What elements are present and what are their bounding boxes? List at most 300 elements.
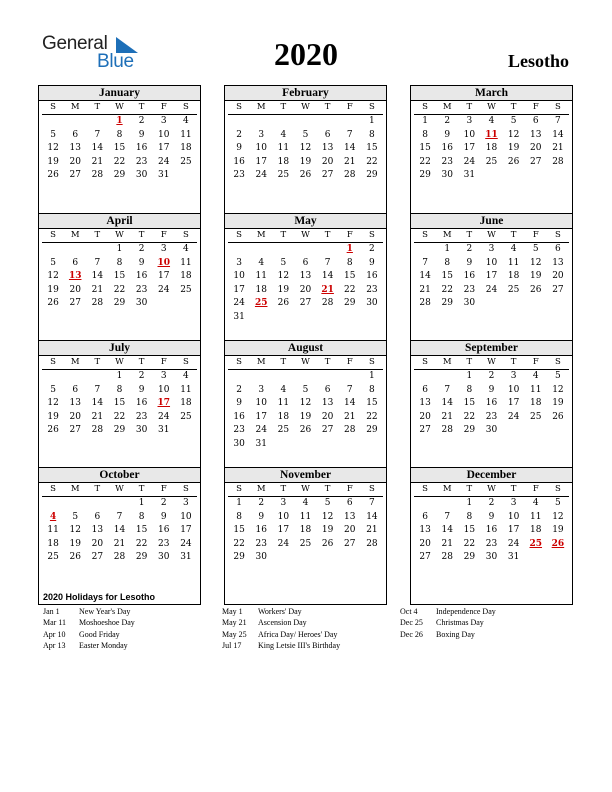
day-number: 29 (441, 298, 453, 308)
day-number: 5 (532, 244, 539, 254)
day-number: 15 (135, 525, 148, 535)
day-number: 7 (346, 384, 353, 395)
day-number: 13 (321, 398, 334, 408)
day-number: 15 (463, 525, 476, 535)
day-number: 3 (280, 498, 287, 508)
day-number: 26 (321, 538, 334, 549)
month-name: June (411, 214, 572, 229)
day-number: 6 (72, 257, 79, 268)
day-number: 7 (369, 498, 375, 508)
weekday-header: W (294, 101, 316, 115)
day-number: 29 (344, 298, 356, 308)
day-number: 8 (138, 511, 145, 522)
empty-day-cell (228, 115, 250, 129)
day-number: 3 (183, 498, 189, 508)
holiday-row (400, 617, 496, 628)
day-number: 16 (233, 411, 245, 422)
day-number: 10 (463, 129, 476, 140)
day-number: 5 (50, 384, 56, 395)
holiday-date: May 21 (222, 618, 247, 628)
month-march (410, 85, 573, 223)
day-number: 30 (441, 170, 453, 180)
day-number: 1 (466, 498, 473, 508)
day-number: 15 (113, 271, 126, 281)
day-number: 28 (113, 552, 126, 562)
day-number: 7 (444, 384, 451, 395)
day-number: 5 (555, 371, 561, 381)
holiday-day: 21 (321, 284, 334, 295)
holiday-row (43, 640, 135, 651)
day-number: 28 (91, 170, 104, 180)
weekday-header: F (339, 101, 361, 115)
day-number: 19 (47, 284, 59, 295)
month-days-grid (39, 483, 200, 565)
day-number: 10 (507, 384, 520, 395)
holiday-date: May 1 (222, 607, 243, 616)
weekday-header: S (547, 356, 569, 370)
day-number: 18 (255, 284, 267, 295)
holiday-date: Dec 25 (400, 618, 423, 628)
weekday-header: S (175, 229, 197, 243)
holiday-name: King Letsie III's Birthday (258, 640, 341, 650)
day-number: 28 (441, 552, 453, 562)
day-number: 11 (180, 384, 192, 395)
empty-day-cell (436, 370, 458, 384)
day-number: 18 (47, 538, 59, 549)
empty-day-cell (339, 370, 361, 384)
day-number: 15 (419, 143, 431, 153)
day-number: 1 (236, 498, 242, 508)
day-number: 13 (419, 525, 431, 535)
weekday-header: T (458, 483, 480, 497)
day-number: 29 (135, 552, 148, 562)
weekday-header: T (317, 356, 339, 370)
day-number: 12 (47, 143, 59, 153)
day-number: 3 (258, 384, 265, 395)
weekday-header: T (131, 483, 153, 497)
day-number: 7 (94, 384, 101, 395)
day-number: 16 (135, 398, 148, 408)
holiday-column (400, 606, 496, 640)
day-number: 16 (441, 143, 453, 153)
day-number: 13 (321, 143, 334, 153)
day-number: 4 (183, 244, 189, 254)
day-number: 6 (422, 511, 428, 522)
day-number: 6 (72, 384, 79, 395)
day-number: 20 (530, 143, 542, 153)
empty-day-cell (228, 243, 250, 257)
day-number: 6 (94, 511, 101, 522)
weekday-header: T (86, 229, 108, 243)
holiday-name: Ascension Day (258, 618, 307, 628)
weekday-header: M (64, 229, 86, 243)
holiday-name: Workers' Day (258, 607, 302, 616)
day-number: 13 (69, 143, 81, 153)
day-number: 8 (466, 384, 473, 395)
day-number: 6 (324, 129, 331, 140)
day-number: 6 (302, 257, 309, 268)
day-number: 18 (530, 525, 542, 535)
day-number: 8 (116, 384, 123, 395)
weekday-header: T (317, 101, 339, 115)
day-number: 9 (466, 257, 473, 268)
weekday-header: W (294, 483, 316, 497)
weekday-header: T (503, 101, 525, 115)
day-number: 20 (552, 271, 564, 281)
day-number: 7 (346, 129, 353, 140)
holiday-name: Boxing Day (436, 629, 475, 639)
weekday-header: F (339, 356, 361, 370)
weekday-header: T (86, 483, 108, 497)
empty-day-cell (86, 497, 108, 511)
day-number: 1 (116, 371, 123, 381)
day-number: 14 (552, 129, 564, 140)
day-number: 15 (113, 143, 126, 153)
holiday-name: Africa Day/ Heroes' Day (258, 629, 338, 639)
day-number: 6 (72, 129, 79, 140)
weekday-header: T (272, 356, 294, 370)
day-number: 30 (135, 298, 148, 308)
day-number: 1 (466, 371, 473, 381)
day-number: 21 (91, 411, 104, 422)
empty-day-cell (64, 115, 86, 129)
day-number: 30 (366, 298, 378, 308)
day-number: 5 (324, 498, 331, 508)
day-number: 2 (444, 116, 451, 126)
day-number: 21 (366, 525, 378, 535)
month-name: March (411, 86, 572, 101)
day-number: 11 (299, 511, 312, 522)
day-number: 1 (369, 116, 375, 126)
day-number: 14 (321, 271, 334, 281)
day-number: 7 (444, 511, 451, 522)
day-number: 25 (277, 170, 290, 180)
holiday-row (43, 606, 135, 617)
day-number: 12 (299, 143, 312, 153)
month-days-grid (411, 483, 572, 565)
day-number: 12 (552, 511, 564, 522)
day-number: 9 (236, 143, 242, 153)
day-number: 3 (466, 116, 473, 126)
day-number: 12 (277, 271, 290, 281)
day-number: 27 (419, 552, 431, 562)
empty-day-cell (86, 115, 108, 129)
year-title: 2020 (274, 36, 338, 72)
day-number: 26 (47, 425, 59, 435)
day-number: 28 (91, 298, 104, 308)
day-number: 6 (422, 384, 428, 395)
day-number: 14 (344, 143, 356, 153)
day-number: 27 (69, 425, 81, 435)
weekday-header: F (525, 101, 547, 115)
day-number: 31 (507, 552, 520, 562)
day-number: 12 (47, 398, 59, 408)
day-number: 12 (507, 129, 520, 140)
day-number: 19 (552, 398, 564, 408)
weekday-header: S (547, 101, 569, 115)
holiday-day: 13 (68, 271, 82, 281)
day-number: 3 (160, 244, 167, 254)
day-number: 12 (552, 384, 564, 395)
day-number: 21 (552, 143, 564, 153)
month-september (410, 340, 573, 478)
weekday-header: F (153, 229, 175, 243)
weekday-header: S (414, 356, 436, 370)
weekday-header: F (525, 483, 547, 497)
day-number: 16 (485, 525, 498, 535)
month-days-grid (39, 356, 200, 438)
holiday-name: Easter Monday (79, 640, 128, 650)
day-number: 21 (441, 411, 453, 422)
day-number: 22 (419, 156, 431, 167)
month-name: February (225, 86, 386, 101)
day-number: 23 (255, 538, 267, 549)
weekday-header: F (153, 356, 175, 370)
day-number: 17 (507, 398, 520, 408)
day-number: 28 (321, 298, 334, 308)
weekday-header: W (108, 101, 130, 115)
day-number: 8 (116, 129, 123, 140)
day-number: 15 (463, 398, 476, 408)
day-number: 23 (135, 284, 148, 295)
holiday-date: Apr 10 (43, 629, 66, 639)
month-days-grid (225, 101, 386, 183)
day-number: 26 (69, 552, 81, 562)
day-number: 5 (302, 384, 309, 395)
month-name: August (225, 341, 386, 356)
day-number: 20 (419, 538, 431, 549)
weekday-header: W (480, 101, 502, 115)
day-number: 14 (91, 143, 104, 153)
day-number: 6 (555, 244, 561, 254)
weekday-header: W (480, 229, 502, 243)
day-number: 19 (277, 284, 290, 295)
weekday-header: M (64, 356, 86, 370)
weekday-header: S (414, 229, 436, 243)
day-number: 19 (321, 525, 334, 535)
day-number: 22 (463, 411, 476, 422)
day-number: 23 (485, 538, 498, 549)
day-number: 17 (255, 156, 267, 167)
day-number: 2 (138, 244, 145, 254)
weekday-header: T (272, 229, 294, 243)
day-number: 24 (158, 156, 170, 167)
day-number: 19 (69, 538, 81, 549)
day-number: 26 (299, 170, 312, 180)
day-number: 26 (507, 156, 520, 167)
day-number: 25 (507, 284, 520, 295)
day-number: 13 (530, 129, 542, 140)
holiday-day: 4 (49, 511, 57, 522)
day-number: 21 (344, 156, 356, 167)
day-number: 21 (113, 538, 126, 549)
day-number: 23 (366, 284, 378, 295)
day-number: 27 (69, 170, 81, 180)
day-number: 12 (69, 525, 81, 535)
day-number: 8 (422, 129, 428, 140)
day-number: 1 (116, 244, 123, 254)
month-may (224, 213, 387, 351)
month-october (38, 467, 201, 605)
day-number: 23 (233, 170, 245, 180)
month-december (410, 467, 573, 605)
weekday-header: W (480, 356, 502, 370)
day-number: 28 (344, 170, 356, 180)
day-number: 11 (507, 257, 520, 268)
day-number: 22 (366, 411, 378, 422)
empty-day-cell (250, 370, 272, 384)
day-number: 3 (160, 371, 167, 381)
day-number: 29 (113, 298, 126, 308)
weekday-header: W (108, 356, 130, 370)
day-number: 28 (552, 156, 564, 167)
day-number: 31 (180, 552, 192, 562)
weekday-header: S (547, 483, 569, 497)
weekday-header: T (272, 101, 294, 115)
empty-day-cell (339, 115, 361, 129)
day-number: 12 (321, 511, 334, 522)
day-number: 24 (158, 284, 170, 295)
day-number: 18 (299, 525, 312, 535)
day-number: 14 (344, 398, 356, 408)
day-number: 22 (463, 538, 476, 549)
day-number: 15 (344, 271, 356, 281)
day-number: 5 (50, 257, 56, 268)
day-number: 2 (369, 244, 375, 254)
day-number: 10 (507, 511, 520, 522)
day-number: 21 (91, 156, 104, 167)
holiday-day: 25 (529, 538, 543, 549)
day-number: 17 (485, 271, 498, 281)
day-number: 3 (236, 257, 242, 268)
day-number: 26 (552, 411, 564, 422)
month-july (38, 340, 201, 478)
day-number: 11 (277, 143, 290, 153)
weekday-header: S (42, 229, 64, 243)
empty-day-cell (272, 243, 294, 257)
day-number: 27 (552, 284, 564, 295)
day-number: 16 (233, 156, 245, 167)
day-number: 23 (233, 425, 245, 435)
day-number: 2 (138, 116, 145, 126)
day-number: 4 (532, 371, 539, 381)
day-number: 21 (419, 284, 431, 295)
day-number: 10 (485, 257, 498, 268)
holiday-date: May 25 (222, 629, 247, 639)
day-number: 14 (419, 271, 431, 281)
day-number: 30 (255, 552, 267, 562)
empty-day-cell (436, 497, 458, 511)
day-number: 7 (94, 257, 101, 268)
day-number: 6 (346, 498, 353, 508)
holiday-date: Oct 4 (400, 607, 418, 616)
empty-day-cell (414, 497, 436, 511)
day-number: 24 (255, 170, 267, 180)
day-number: 26 (277, 298, 290, 308)
month-november (224, 467, 387, 605)
day-number: 27 (91, 552, 104, 562)
month-days-grid (411, 356, 572, 438)
month-name: December (411, 468, 572, 483)
day-number: 24 (507, 411, 520, 422)
day-number: 31 (255, 438, 267, 449)
day-number: 28 (91, 425, 104, 435)
day-number: 30 (158, 552, 170, 562)
holiday-name: Moshoeshoe Day (79, 618, 135, 628)
day-number: 17 (180, 525, 192, 535)
empty-day-cell (64, 497, 86, 511)
weekday-header: S (228, 483, 250, 497)
weekday-header: M (64, 483, 86, 497)
empty-day-cell (86, 243, 108, 257)
country-title: Lesotho (507, 51, 569, 71)
weekday-header: T (458, 229, 480, 243)
day-number: 1 (138, 498, 145, 508)
month-january (38, 85, 201, 223)
month-name: January (39, 86, 200, 101)
day-number: 18 (277, 156, 290, 167)
weekday-header: M (250, 101, 272, 115)
weekday-header: T (503, 356, 525, 370)
empty-day-cell (42, 497, 64, 511)
day-number: 24 (180, 538, 192, 549)
day-number: 18 (180, 143, 192, 153)
holiday-name: Christmas Day (436, 618, 484, 628)
day-number: 24 (255, 425, 267, 435)
weekday-header: M (250, 483, 272, 497)
day-number: 29 (463, 552, 476, 562)
day-number: 4 (280, 129, 287, 140)
day-number: 9 (236, 398, 242, 408)
weekday-header: W (108, 483, 130, 497)
day-number: 25 (47, 552, 59, 562)
day-number: 22 (441, 284, 453, 295)
day-number: 14 (113, 525, 126, 535)
holiday-column (222, 606, 340, 651)
empty-day-cell (250, 243, 272, 257)
month-name: April (39, 214, 200, 229)
day-number: 29 (233, 552, 245, 562)
day-number: 29 (419, 170, 431, 180)
weekday-header: T (272, 483, 294, 497)
weekday-header: T (131, 101, 153, 115)
day-number: 9 (444, 129, 451, 140)
weekday-header: T (86, 356, 108, 370)
day-number: 19 (552, 525, 564, 535)
empty-day-cell (272, 370, 294, 384)
day-number: 9 (138, 384, 145, 395)
month-days-grid (225, 483, 386, 565)
day-number: 22 (344, 284, 356, 295)
day-number: 2 (488, 498, 495, 508)
day-number: 5 (72, 511, 79, 522)
logo-text-blue: Blue (97, 51, 134, 72)
day-number: 25 (530, 411, 542, 422)
day-number: 4 (302, 498, 309, 508)
day-number: 22 (135, 538, 148, 549)
day-number: 20 (69, 156, 81, 167)
day-number: 26 (299, 425, 312, 435)
month-days-grid (411, 101, 572, 183)
month-april (38, 213, 201, 351)
day-number: 16 (485, 398, 498, 408)
day-number: 28 (366, 538, 378, 549)
holiday-row (222, 617, 340, 628)
holiday-row (400, 629, 496, 640)
weekday-header: W (294, 229, 316, 243)
day-number: 4 (488, 116, 495, 126)
weekday-header: S (228, 229, 250, 243)
